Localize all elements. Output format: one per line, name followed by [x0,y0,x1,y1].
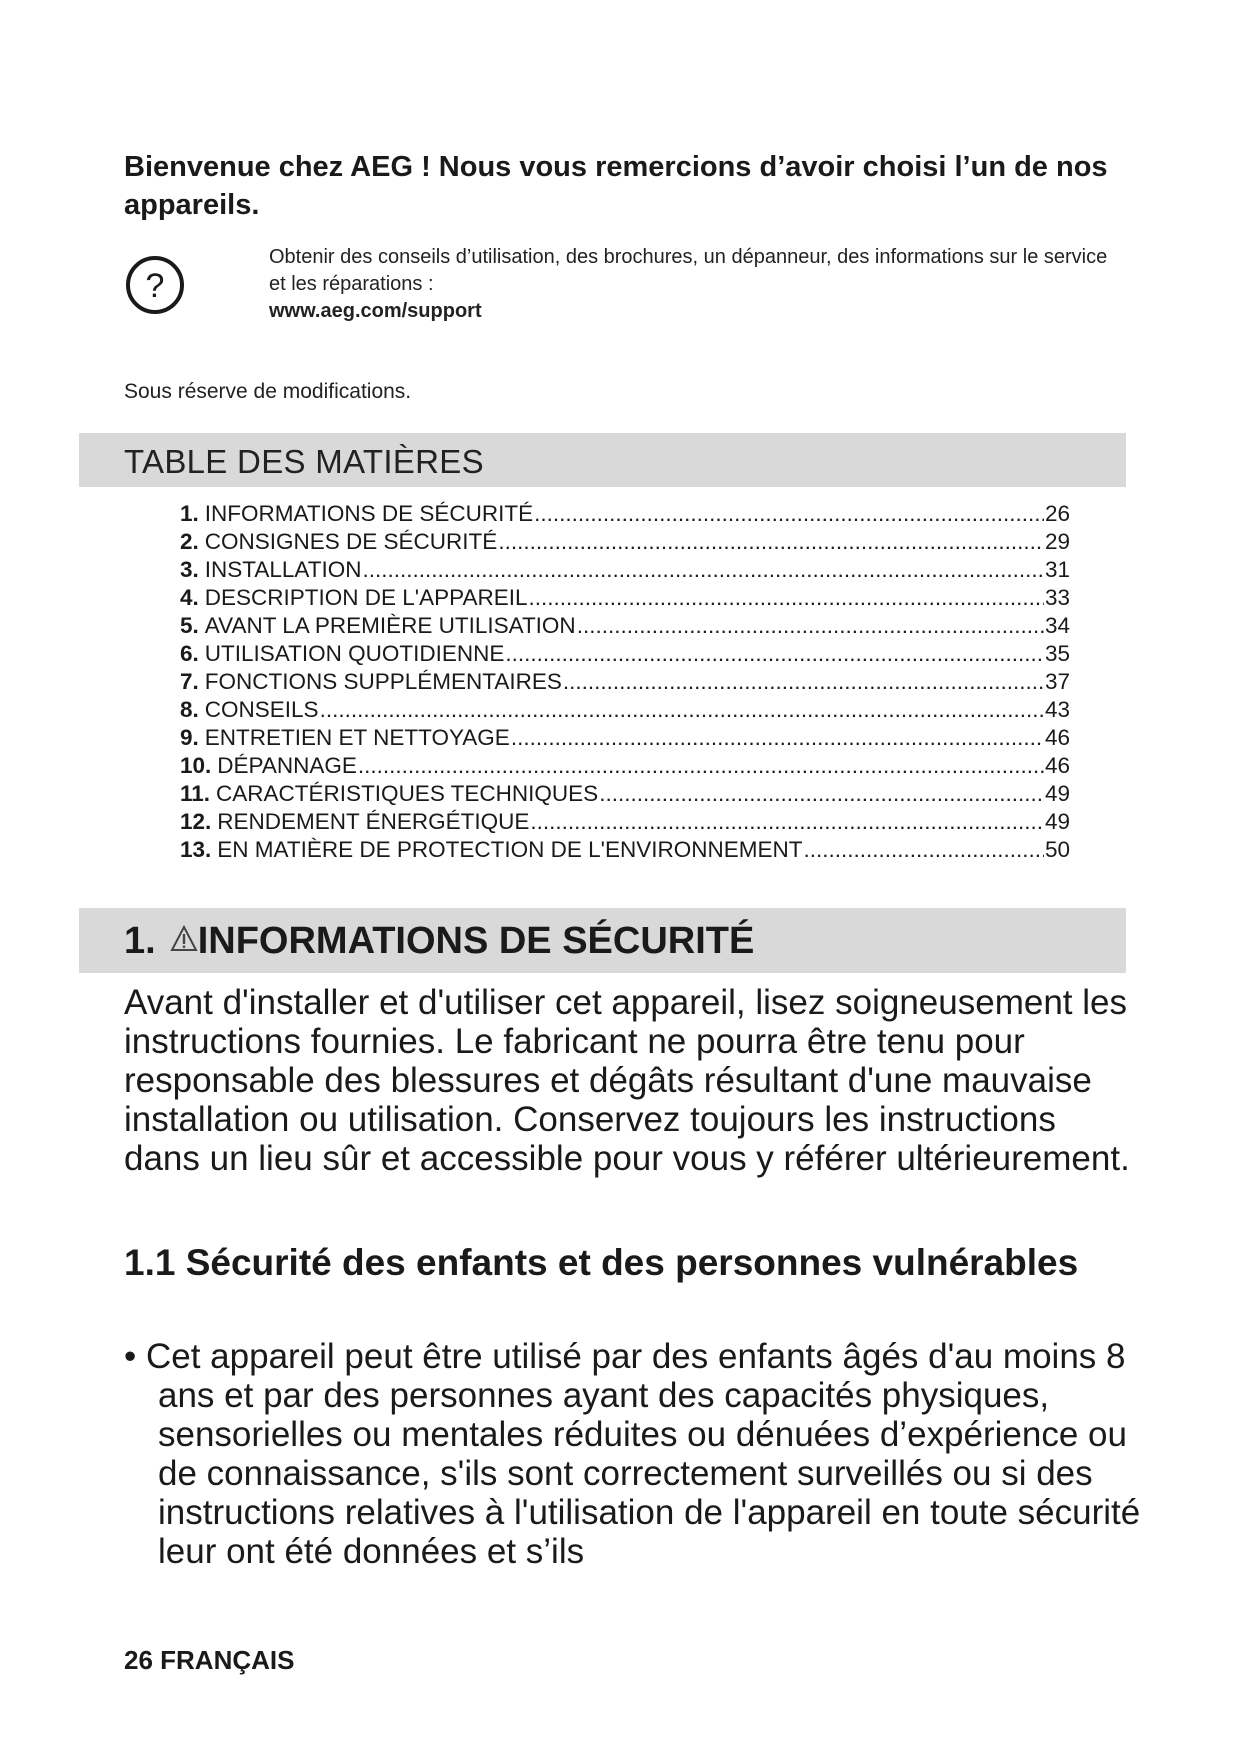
toc-item-page: 46 [1044,725,1070,750]
toc-item-page: 31 [1044,557,1070,582]
toc-item-page: 35 [1044,641,1070,666]
toc-item-label: DÉPANNAGE [217,753,357,778]
toc-item-page: 49 [1044,781,1070,806]
toc-item-page: 50 [1044,837,1070,862]
toc-item-page: 29 [1044,529,1070,554]
toc-leader-dots [534,500,1044,528]
toc-leader-dots [362,556,1044,584]
toc-item-label: AVANT LA PREMIÈRE UTILISATION [204,613,576,638]
toc-item-number: 5. [180,613,199,638]
toc-leader-dots [358,752,1044,780]
section-title [124,918,754,964]
toc-item-page: 33 [1044,585,1070,610]
toc-item[interactable] [180,500,1070,528]
svg-text:?: ? [145,267,165,305]
toc-leader-dots [530,808,1044,836]
toc-item-page: 34 [1044,613,1070,638]
section-intro: Avant d'installer et d'utiliser cet appareil, lisez soigneusement les instructions fournies. Le fabricant ne pourra être tenu pour responsable des blessures et dégâts résultant d'une mauvaise installation ou utilisation. Conservez toujours les instructions dans un lieu sûr et accessible pour vous y référer ultérieurement. [124,983,1130,1178]
toc-item-label: UTILISATION QUOTIDIENNE [204,641,505,666]
toc-item-number: 8. [180,697,199,722]
toc-item-page: 26 [1044,501,1070,526]
toc-leader-dots [505,640,1044,668]
welcome-heading: Bienvenue chez AEG ! Nous vous remercions d’avoir choisi l’un de nos appareils. [124,151,1108,221]
section-number: 1. [124,920,156,962]
toc-leader-dots [563,668,1044,696]
toc-item[interactable] [180,612,1070,640]
toc-item-number: 7. [180,669,199,694]
toc-item-number: 9. [180,725,199,750]
question-circle-icon [124,254,186,316]
toc-item-label: CARACTÉRISTIQUES TECHNIQUES [216,781,599,806]
toc-item-label: EN MATIÈRE DE PROTECTION DE L'ENVIRONNEMENT [217,837,803,862]
toc-item[interactable] [180,696,1070,724]
toc-item-page: 37 [1044,669,1070,694]
toc-item-label: FONCTIONS SUPPLÉMENTAIRES [204,669,562,694]
support-text: Obtenir des conseils d’utilisation, des brochures, un dépanneur, des informations sur le service et les réparations : [269,246,1108,295]
toc-item-label: DESCRIPTION DE L'APPAREIL [204,585,528,610]
toc-item-number: 2. [180,529,199,554]
toc-item[interactable] [180,724,1070,752]
subsection-heading: 1.1 Sécurité des enfants et des personnes vulnérables [124,1242,1079,1283]
toc-item[interactable] [180,640,1070,668]
toc-item-page: 43 [1044,697,1070,722]
toc-item[interactable] [180,528,1070,556]
toc-item-label: INFORMATIONS DE SÉCURITÉ [204,501,534,526]
toc-item[interactable] [180,556,1070,584]
bullet-item: • Cet appareil peut être utilisé par des enfants âgés d'au moins 8 ans et par des personnes ayant des capacités physiques, sensorielles ou mentales réduites ou dénuées d’expérience ou de connaissance, s'ils sont correctement surveillés ou si des instructions relatives à l'utilisation de l'appareil en toute sécurité leur ont été données et s’ils [124,1337,1141,1571]
toc-item-number: 13. [180,837,212,862]
toc-item-number: 1. [180,501,199,526]
toc-item-number: 4. [180,585,199,610]
toc-leader-dots [599,780,1044,808]
toc-item-page: 46 [1044,753,1070,778]
toc-leader-dots [498,528,1044,556]
toc-leader-dots [577,612,1044,640]
toc-item[interactable] [180,668,1070,696]
reserve-note: Sous réserve de modifications. [124,380,412,403]
section-title-text: INFORMATIONS DE SÉCURITÉ [197,920,755,962]
toc-item-number: 6. [180,641,199,666]
toc-item[interactable] [180,808,1070,836]
toc-item-number: 3. [180,557,199,582]
toc-item-number: 12. [180,809,212,834]
toc-item-number: 11. [180,781,211,806]
toc-item-label: INSTALLATION [204,557,362,582]
table-of-contents [180,500,1070,864]
toc-item[interactable] [180,752,1070,780]
toc-item-label: CONSIGNES DE SÉCURITÉ [204,529,498,554]
support-info [269,244,1129,325]
toc-leader-dots [511,724,1044,752]
toc-leader-dots [320,696,1044,724]
toc-leader-dots [803,836,1044,864]
toc-item-label: CONSEILS [204,697,319,722]
toc-item[interactable] [180,584,1070,612]
page-footer: 26 FRANÇAIS [124,1645,295,1675]
toc-item-number: 10. [180,753,212,778]
toc-item-page: 49 [1044,809,1070,834]
support-link[interactable]: www.aeg.com/support [269,300,482,322]
toc-item-label: ENTRETIEN ET NETTOYAGE [204,725,510,750]
toc-leader-dots [528,584,1043,612]
toc-item[interactable] [180,780,1070,808]
toc-item[interactable] [180,836,1070,864]
toc-title: TABLE DES MATIÈRES [124,443,484,480]
toc-item-label: RENDEMENT ÉNERGÉTIQUE [217,809,530,834]
warning-triangle-icon [170,925,198,953]
